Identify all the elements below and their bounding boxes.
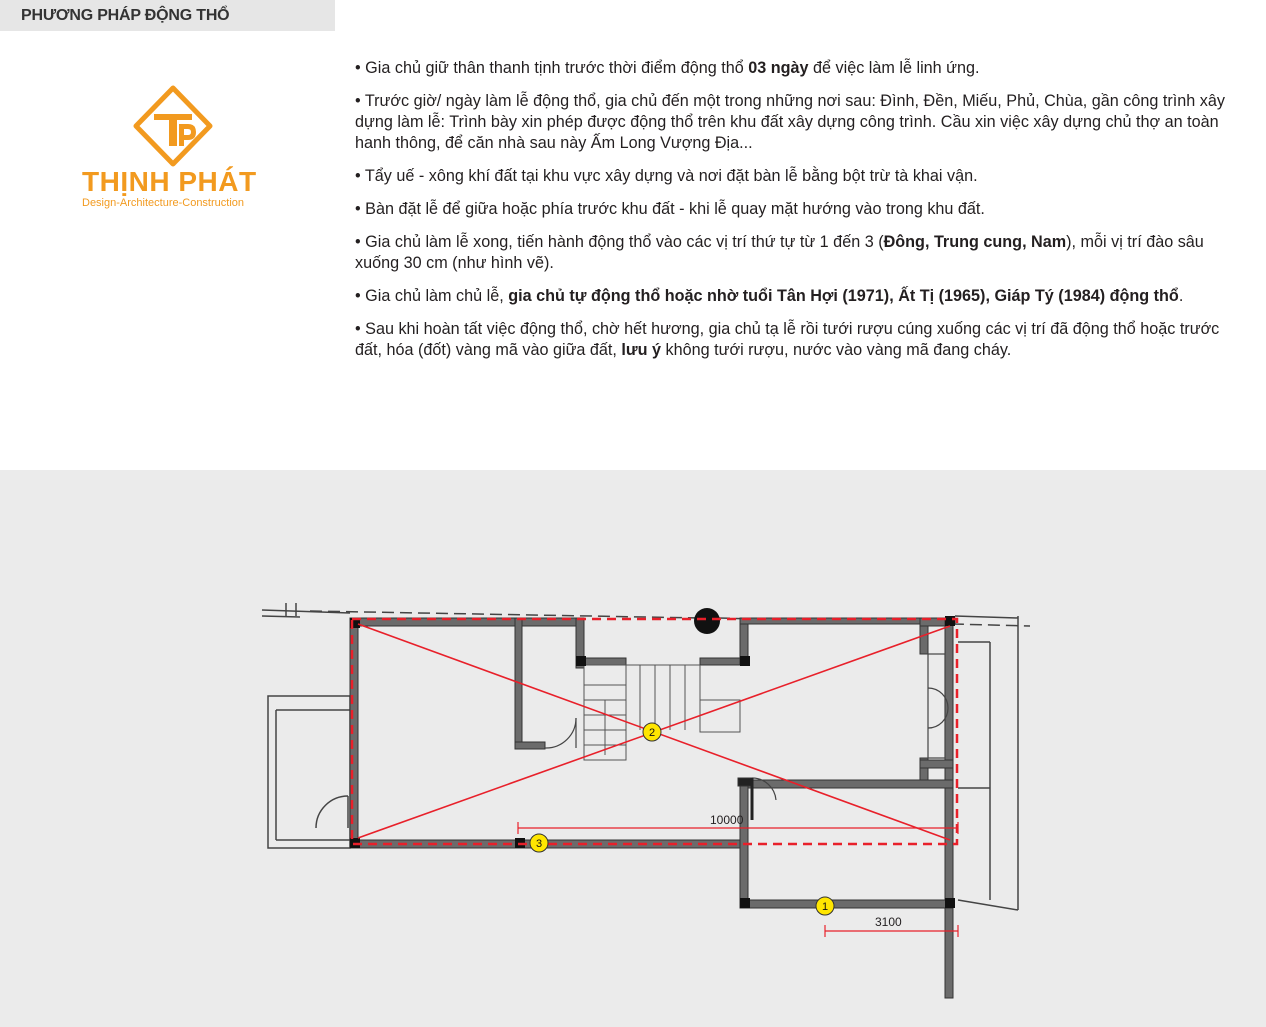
instruction-text: • Gia chủ làm chủ lễ, (355, 287, 509, 305)
instruction-item (355, 166, 1245, 187)
instruction-text: • Gia chủ làm lễ xong, tiến hành động thổ vào các vị trí thứ tự từ 1 đến 3 ( (355, 233, 884, 251)
logo-name: THỊNH PHÁT (82, 166, 257, 197)
floor-plan-panel (0, 470, 1266, 1027)
instruction-text: không tưới rượu, nước vào vàng mã đang cháy. (661, 341, 1012, 359)
columns (350, 616, 955, 908)
instruction-item (355, 232, 1245, 274)
instruction-item (355, 286, 1245, 307)
instruction-text: • Bàn đặt lễ để giữa hoặc phía trước khu đất - khi lễ quay mặt hướng vào trong khu đất. (355, 200, 985, 218)
page-title: PHƯƠNG PHÁP ĐỘNG THỔ (21, 7, 230, 24)
floor-plan (0, 470, 1266, 1027)
dimension-long-label: 10000 (710, 813, 744, 827)
marker-1 (816, 897, 834, 915)
instruction-text: • Sau khi hoàn tất việc động thổ, chờ hết hương, gia chủ tạ lễ rồi tưới rượu cúng xuống các vị trí đã động thổ hoặc trước đất, hóa (đốt) vàng mã vào giữa đất, (355, 320, 1220, 359)
instruction-emphasis: lưu ý (621, 341, 662, 359)
instruction-text: • Gia chủ giữ thân thanh tịnh trước thời điểm động thổ (355, 59, 749, 77)
instruction-list (355, 58, 1245, 373)
left-balcony (268, 696, 350, 848)
logo-tagline: Design-Architecture-Construction (82, 197, 245, 209)
instruction-item (355, 319, 1245, 361)
instruction-item (355, 58, 1245, 79)
instruction-item (355, 91, 1245, 154)
instruction-item (355, 199, 1245, 220)
instruction-text: ), mỗi vị trí đào sâu xuống 30 cm (như hình vẽ). (355, 233, 1204, 272)
dimension-short-label: 3100 (875, 915, 902, 929)
marker-1-label: 1 (821, 901, 829, 913)
instruction-emphasis: Đông, Trung cung, Nam (883, 233, 1067, 251)
marker-2-label: 2 (648, 727, 656, 739)
instruction-text: để việc làm lễ linh ứng. (808, 59, 980, 77)
instruction-emphasis: gia chủ tự động thổ hoặc nhờ tuổi Tân Hợi (1971), Ất Tị (1965), Giáp Tý (1984) động thổ (508, 287, 1179, 305)
instruction-text: . (1178, 287, 1184, 305)
marker-3-label: 3 (535, 838, 543, 850)
instruction-emphasis: 03 ngày (748, 59, 809, 77)
instruction-text: • Trước giờ/ ngày làm lễ động thổ, gia chủ đến một trong những nơi sau: Đình, Đền, Miếu, Phủ, Chùa, gần công trình xây dựng làm lễ: Trình bày xin phép được động thổ trên khu đất xây dựng công trình. Cầu xin việc xây dựng chủ thợ an toàn hanh thông, để căn nhà sau này Ấm Long Vượng Địa... (355, 92, 1225, 152)
marker-3 (530, 834, 548, 852)
marker-2 (643, 723, 661, 741)
staircase (584, 665, 740, 760)
site-boundary (262, 603, 1030, 910)
logo-diamond-icon (136, 88, 210, 164)
instruction-text: • Tẩy uế - xông khí đất tại khu vực xây dựng và nơi đặt bàn lễ bằng bột trừ tà khai vận. (355, 167, 978, 185)
reference-circle (694, 608, 720, 634)
